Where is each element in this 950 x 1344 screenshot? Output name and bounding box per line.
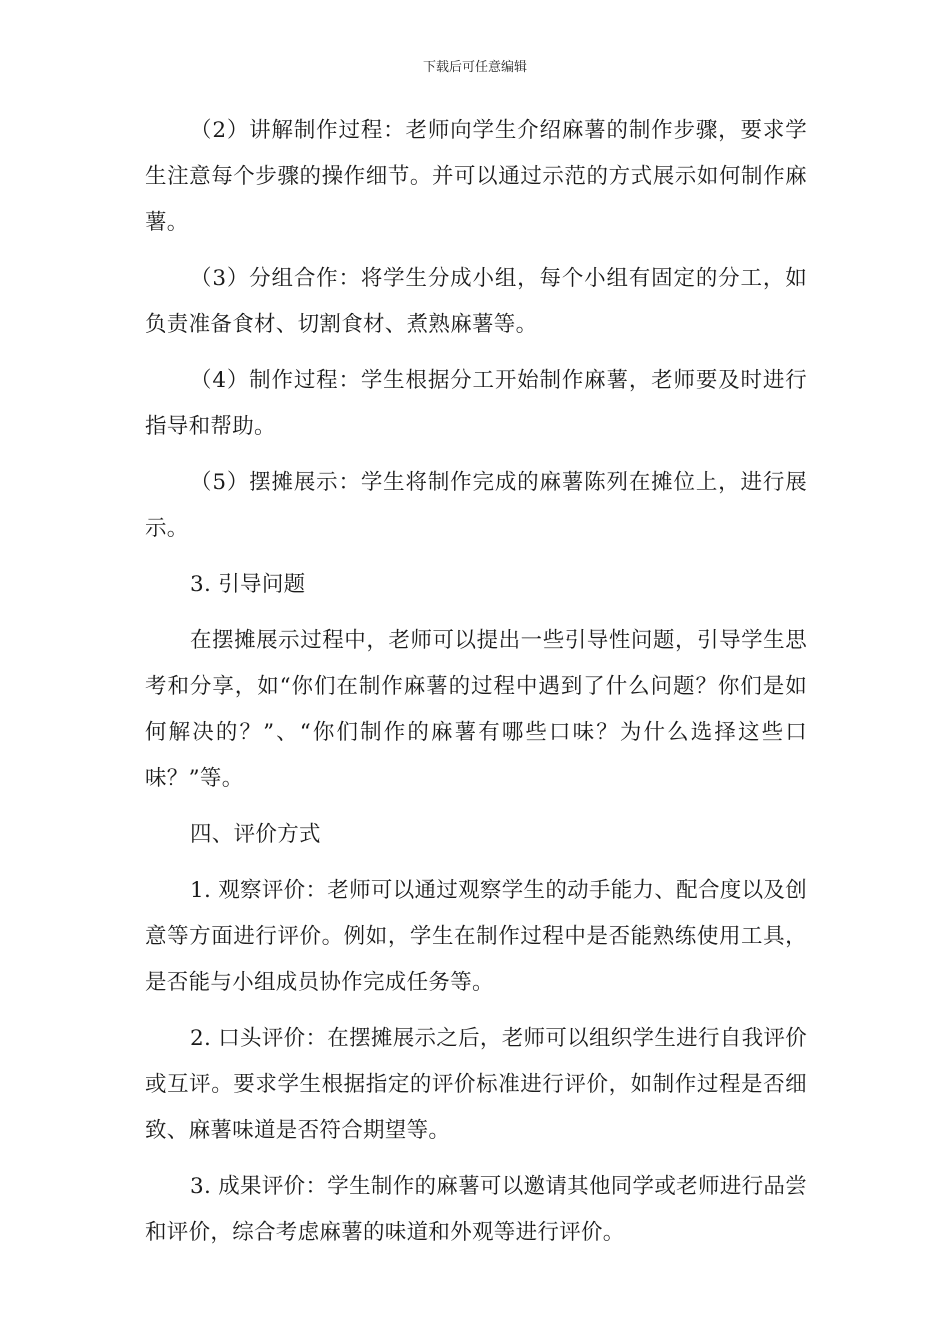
document-body	[145, 108, 807, 1266]
paragraph-oral-evaluation: 2. 口头评价：在摆摊展示之后，老师可以组织学生进行自我评价或互评。要求学生根据指定的评价标准进行评价，如制作过程是否细致、麻薯味道是否符合期望等。	[145, 1026, 807, 1143]
paragraph-step-4: （4）制作过程：学生根据分工开始制作麻薯，老师要及时进行指导和帮助。	[145, 368, 807, 439]
page-header: 下载后可任意编辑	[422, 60, 527, 75]
paragraph-result-evaluation: 3. 成果评价：学生制作的麻薯可以邀请其他同学或老师进行品尝和评价，综合考虑麻薯的味道和外观等进行评价。	[145, 1174, 807, 1245]
paragraph-step-3: （3）分组合作：将学生分成小组，每个小组有固定的分工，如负责准备食材、切割食材、煮熟麻薯等。	[145, 266, 807, 337]
paragraph-step-2: （2）讲解制作过程：老师向学生介绍麻薯的制作步骤，要求学生注意每个步骤的操作细节。并可以通过示范的方式展示如何制作麻薯。	[145, 118, 807, 235]
paragraph-observation-evaluation: 1. 观察评价：老师可以通过观察学生的动手能力、配合度以及创意等方面进行评价。例如，学生在制作过程中是否能熟练使用工具，是否能与小组成员协作完成任务等。	[145, 878, 807, 995]
section-heading-evaluation: 四、评价方式	[190, 822, 321, 847]
section-heading-guiding-questions: 3. 引导问题	[190, 572, 306, 597]
paragraph-step-5: （5）摆摊展示：学生将制作完成的麻薯陈列在摊位上，进行展示。	[145, 470, 807, 541]
paragraph-guiding-questions: 在摆摊展示过程中，老师可以提出一些引导性问题，引导学生思考和分享，如“你们在制作麻薯的过程中遇到了什么问题？你们是如何解决的？”、“你们制作的麻薯有哪些口味？为什么选择这些口味？”等。	[145, 628, 807, 791]
